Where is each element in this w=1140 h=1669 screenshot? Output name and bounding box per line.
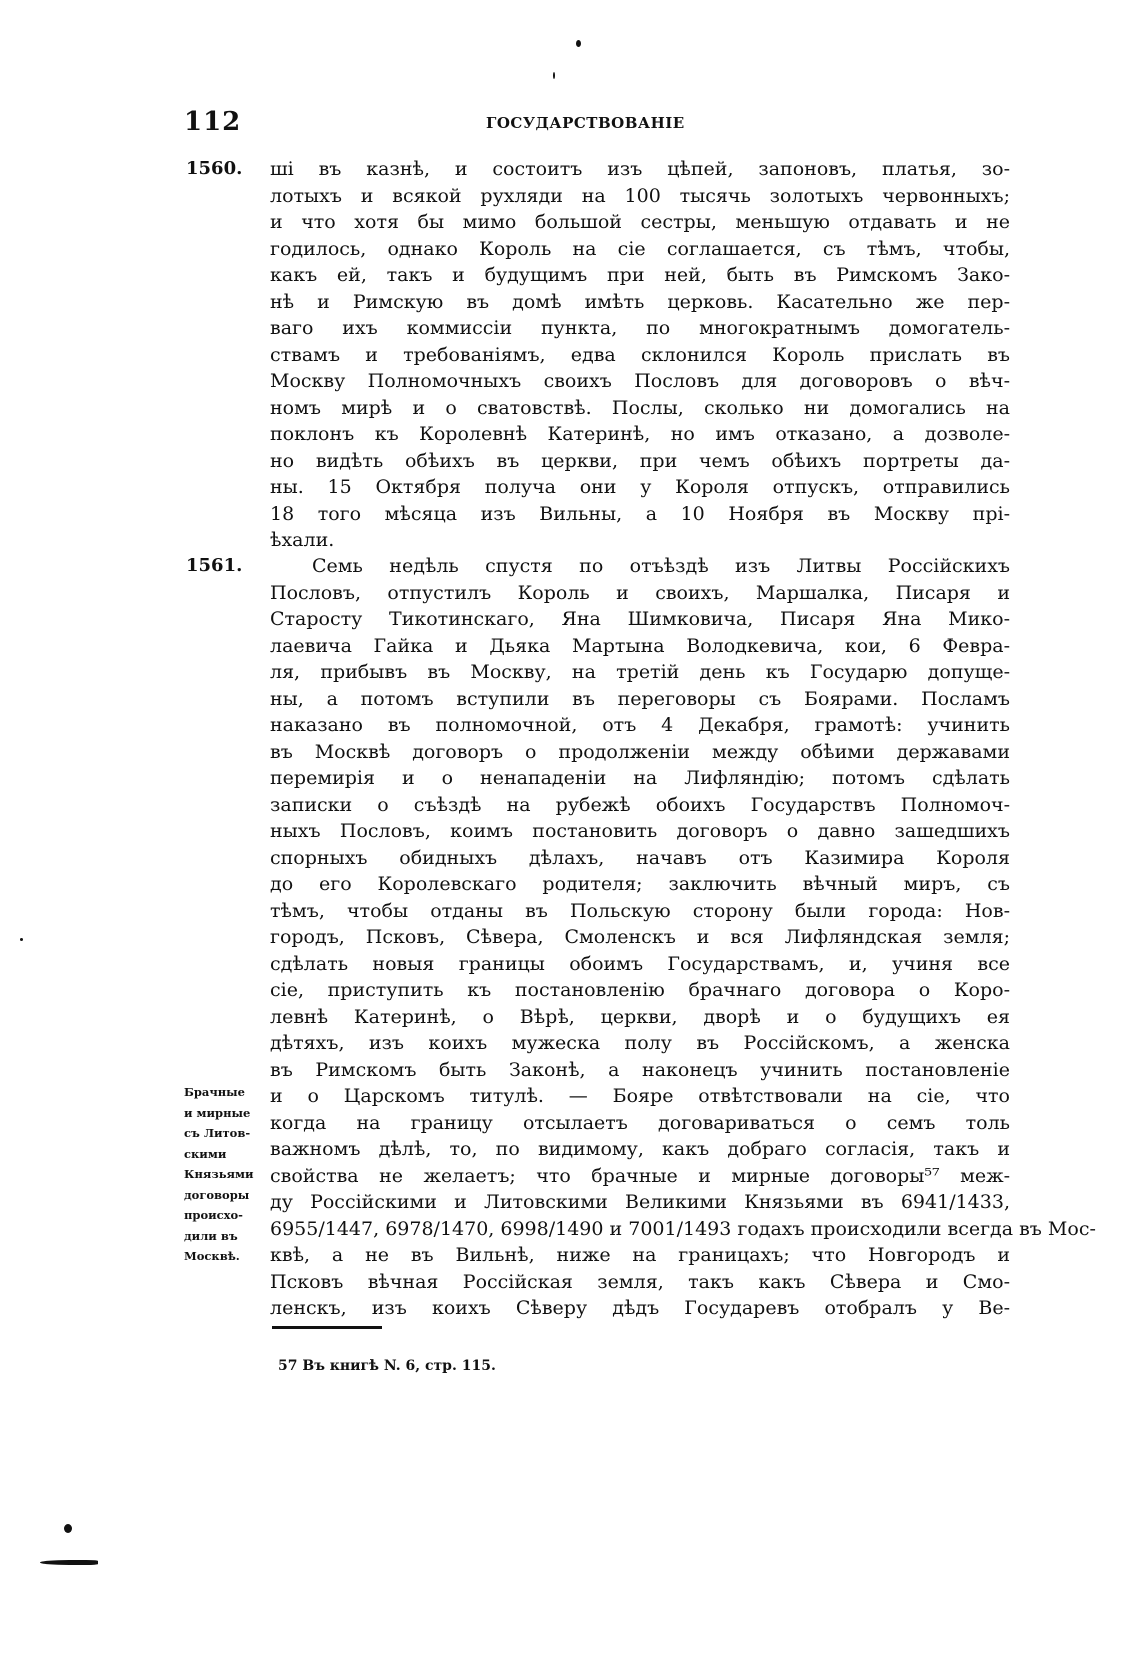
- ink-speck: [576, 40, 581, 47]
- margin-note-line: происхо-: [184, 1208, 243, 1222]
- text-line: ду Россійскими и Литовскими Великими Князьями въ 6941/1433,: [270, 1191, 1010, 1213]
- text-line: перемирія и о ненападеніи на Лифляндію; потомъ сдѣлать: [270, 767, 1010, 789]
- margin-note-line: съ Литов-: [184, 1126, 251, 1140]
- text-line: ля, прибывъ въ Москву, на третій день къ Государю допуще-: [270, 661, 1010, 683]
- text-line: тѣмъ, чтобы отданы въ Польскую сторону были города: Нов-: [270, 899, 1010, 922]
- footnote-rule: [272, 1326, 382, 1329]
- text-line: когда на границу отсылаетъ договариваться о семъ толь: [270, 1111, 1010, 1134]
- text-line: ны. 15 Октября получа они у Короля отпускъ, отправились: [270, 476, 1010, 498]
- text-line: какъ ей, такъ и будущимъ при ней, быть въ Римскомъ Зако-: [270, 264, 1010, 286]
- text-line: важномъ дѣлѣ, то, по видимому, какъ добраго согласія, такъ и: [270, 1138, 1010, 1160]
- text-line: въ Москвѣ договоръ о продолженіи между обѣими державами: [270, 740, 1010, 763]
- text-line: левнѣ Катеринѣ, о Вѣрѣ, церкви, дворѣ и о будущихъ ея: [270, 1005, 1010, 1028]
- running-head: ГОСУДАРСТВОВАНІЕ: [486, 114, 685, 132]
- page-number: 112: [184, 107, 242, 137]
- text-line: спорныхъ обидныхъ дѣлахъ, начавъ отъ Казимира Короля: [270, 846, 1010, 869]
- text-line: ѣхали.: [270, 529, 335, 551]
- margin-note-line: и мирные: [184, 1105, 251, 1120]
- text-line: и о Царскомъ титулѣ. — Бояре отвѣтствовали на сіе, что: [270, 1085, 1010, 1107]
- footnote: 57 Въ книгѣ N. 6, стр. 115.: [278, 1358, 496, 1374]
- text-line: Псковъ вѣчная Россійская земля, такъ какъ Сѣвера и Смо-: [270, 1270, 1010, 1293]
- ink-speck: [20, 938, 23, 941]
- text-line: но видѣть обѣихъ въ церкви, при чемъ обѣихъ портреты да-: [270, 449, 1010, 472]
- text-line: поклонъ къ Королевнѣ Катеринѣ, но имъ отказано, а дозволе-: [270, 423, 1010, 445]
- text-line: до его Королевскаго родителя; заключить вѣчный миръ, съ: [270, 873, 1010, 895]
- ink-blot: [40, 1560, 98, 1565]
- ink-speck: [553, 72, 555, 79]
- section-1560-text: [270, 156, 1010, 554]
- margin-note-line: Брачные: [184, 1085, 245, 1099]
- text-line: городъ, Псковъ, Сѣвера, Смоленскъ и вся Лифляндская земля;: [270, 926, 1010, 948]
- text-line: сдѣлать новыя границы обоимъ Государствамъ, и, учиня все: [270, 952, 1010, 975]
- text-line: номъ мирѣ и о сватовствѣ. Послы, сколько ни домогались на: [270, 396, 1010, 419]
- text-line: Семь недѣль спустя по отъѣздѣ изъ Литвы Россійскихъ: [312, 555, 1010, 577]
- text-line: 18 того мѣсяца изъ Вильны, а 10 Ноября въ Москву прі-: [270, 502, 1010, 525]
- text-line: ленскъ, изъ коихъ Сѣверу дѣдъ Государевъ отобралъ у Ве-: [270, 1297, 1010, 1319]
- text-line: ствамъ и требованіямъ, едва склонился Король прислать въ: [270, 343, 1010, 366]
- margin-note-line: договоры: [184, 1187, 250, 1202]
- text-line: 6955/1447, 6978/1470, 6998/1490 и 7001/1493 годахъ происходили всегда въ Мос-: [270, 1217, 1096, 1240]
- margin-note-line: скими: [184, 1146, 227, 1161]
- text-line: и что хотя бы мимо большой сестры, меньшую отдавать и не: [270, 211, 1010, 233]
- text-line: Старосту Тикотинскаго, Яна Шимковича, Писаря Яна Мико-: [270, 608, 1010, 630]
- section-1561-text: [270, 553, 1096, 1322]
- text-line: дѣтяхъ, изъ коихъ мужеска полу въ Россійскомъ, а женска: [270, 1032, 1010, 1054]
- margin-note: [184, 1082, 264, 1267]
- year-1560: 1560.: [186, 158, 243, 179]
- text-line: квѣ, а не въ Вильнѣ, ниже на границахъ; что Новгородъ и: [270, 1244, 1010, 1266]
- text-line: нѣ и Римскую въ домѣ имѣть церковь. Касательно же пер-: [270, 290, 1010, 313]
- text-line: годилось, однако Король на сіе соглашается, съ тѣмъ, чтобы,: [270, 237, 1010, 260]
- text-line: свойства не желаетъ; что брачные и мирные договоры⁵⁷ меж-: [270, 1164, 1010, 1187]
- margin-note-line: Москвѣ.: [184, 1249, 240, 1263]
- text-line: записки о съѣздѣ на рубежѣ обоихъ Государствъ Полномоч-: [270, 793, 1010, 816]
- text-line: сіе, приступить къ постановленію брачнаго договора о Коро-: [270, 979, 1010, 1001]
- year-1561: 1561.: [186, 555, 243, 576]
- text-line: ныхъ Пословъ, коимъ постановить договоръ о давно зашедшихъ: [270, 820, 1010, 842]
- margin-note-line: Князьями: [184, 1167, 254, 1181]
- text-line: наказано въ полномочной, отъ 4 Декабря, грамотѣ: учинить: [270, 714, 1010, 736]
- ink-speck: [64, 1524, 72, 1533]
- text-line: лотыхъ и всякой рухляди на 100 тысячь золотыхъ червонныхъ;: [270, 184, 1010, 207]
- text-line: Пословъ, отпустилъ Король и своихъ, Маршалка, Писаря и: [270, 581, 1010, 604]
- text-line: ваго ихъ коммиссіи пункта, по многократнымъ домогатель-: [270, 317, 1010, 339]
- text-line: ші въ казнѣ, и состоитъ изъ цѣпей, запоновъ, платья, зо-: [270, 158, 1010, 180]
- text-line: Москву Полномочныхъ своихъ Пословъ для договоровъ о вѣч-: [270, 370, 1010, 392]
- text-line: лаевича Гайка и Дьяка Мартына Володкевича, кои, 6 Февра-: [270, 634, 1010, 657]
- text-line: ны, а потомъ вступили въ переговоры съ Боярами. Посламъ: [270, 687, 1010, 710]
- text-line: въ Римскомъ быть Законѣ, а наконецъ учинить постановленіе: [270, 1058, 1010, 1081]
- margin-note-line: дили въ: [184, 1228, 238, 1243]
